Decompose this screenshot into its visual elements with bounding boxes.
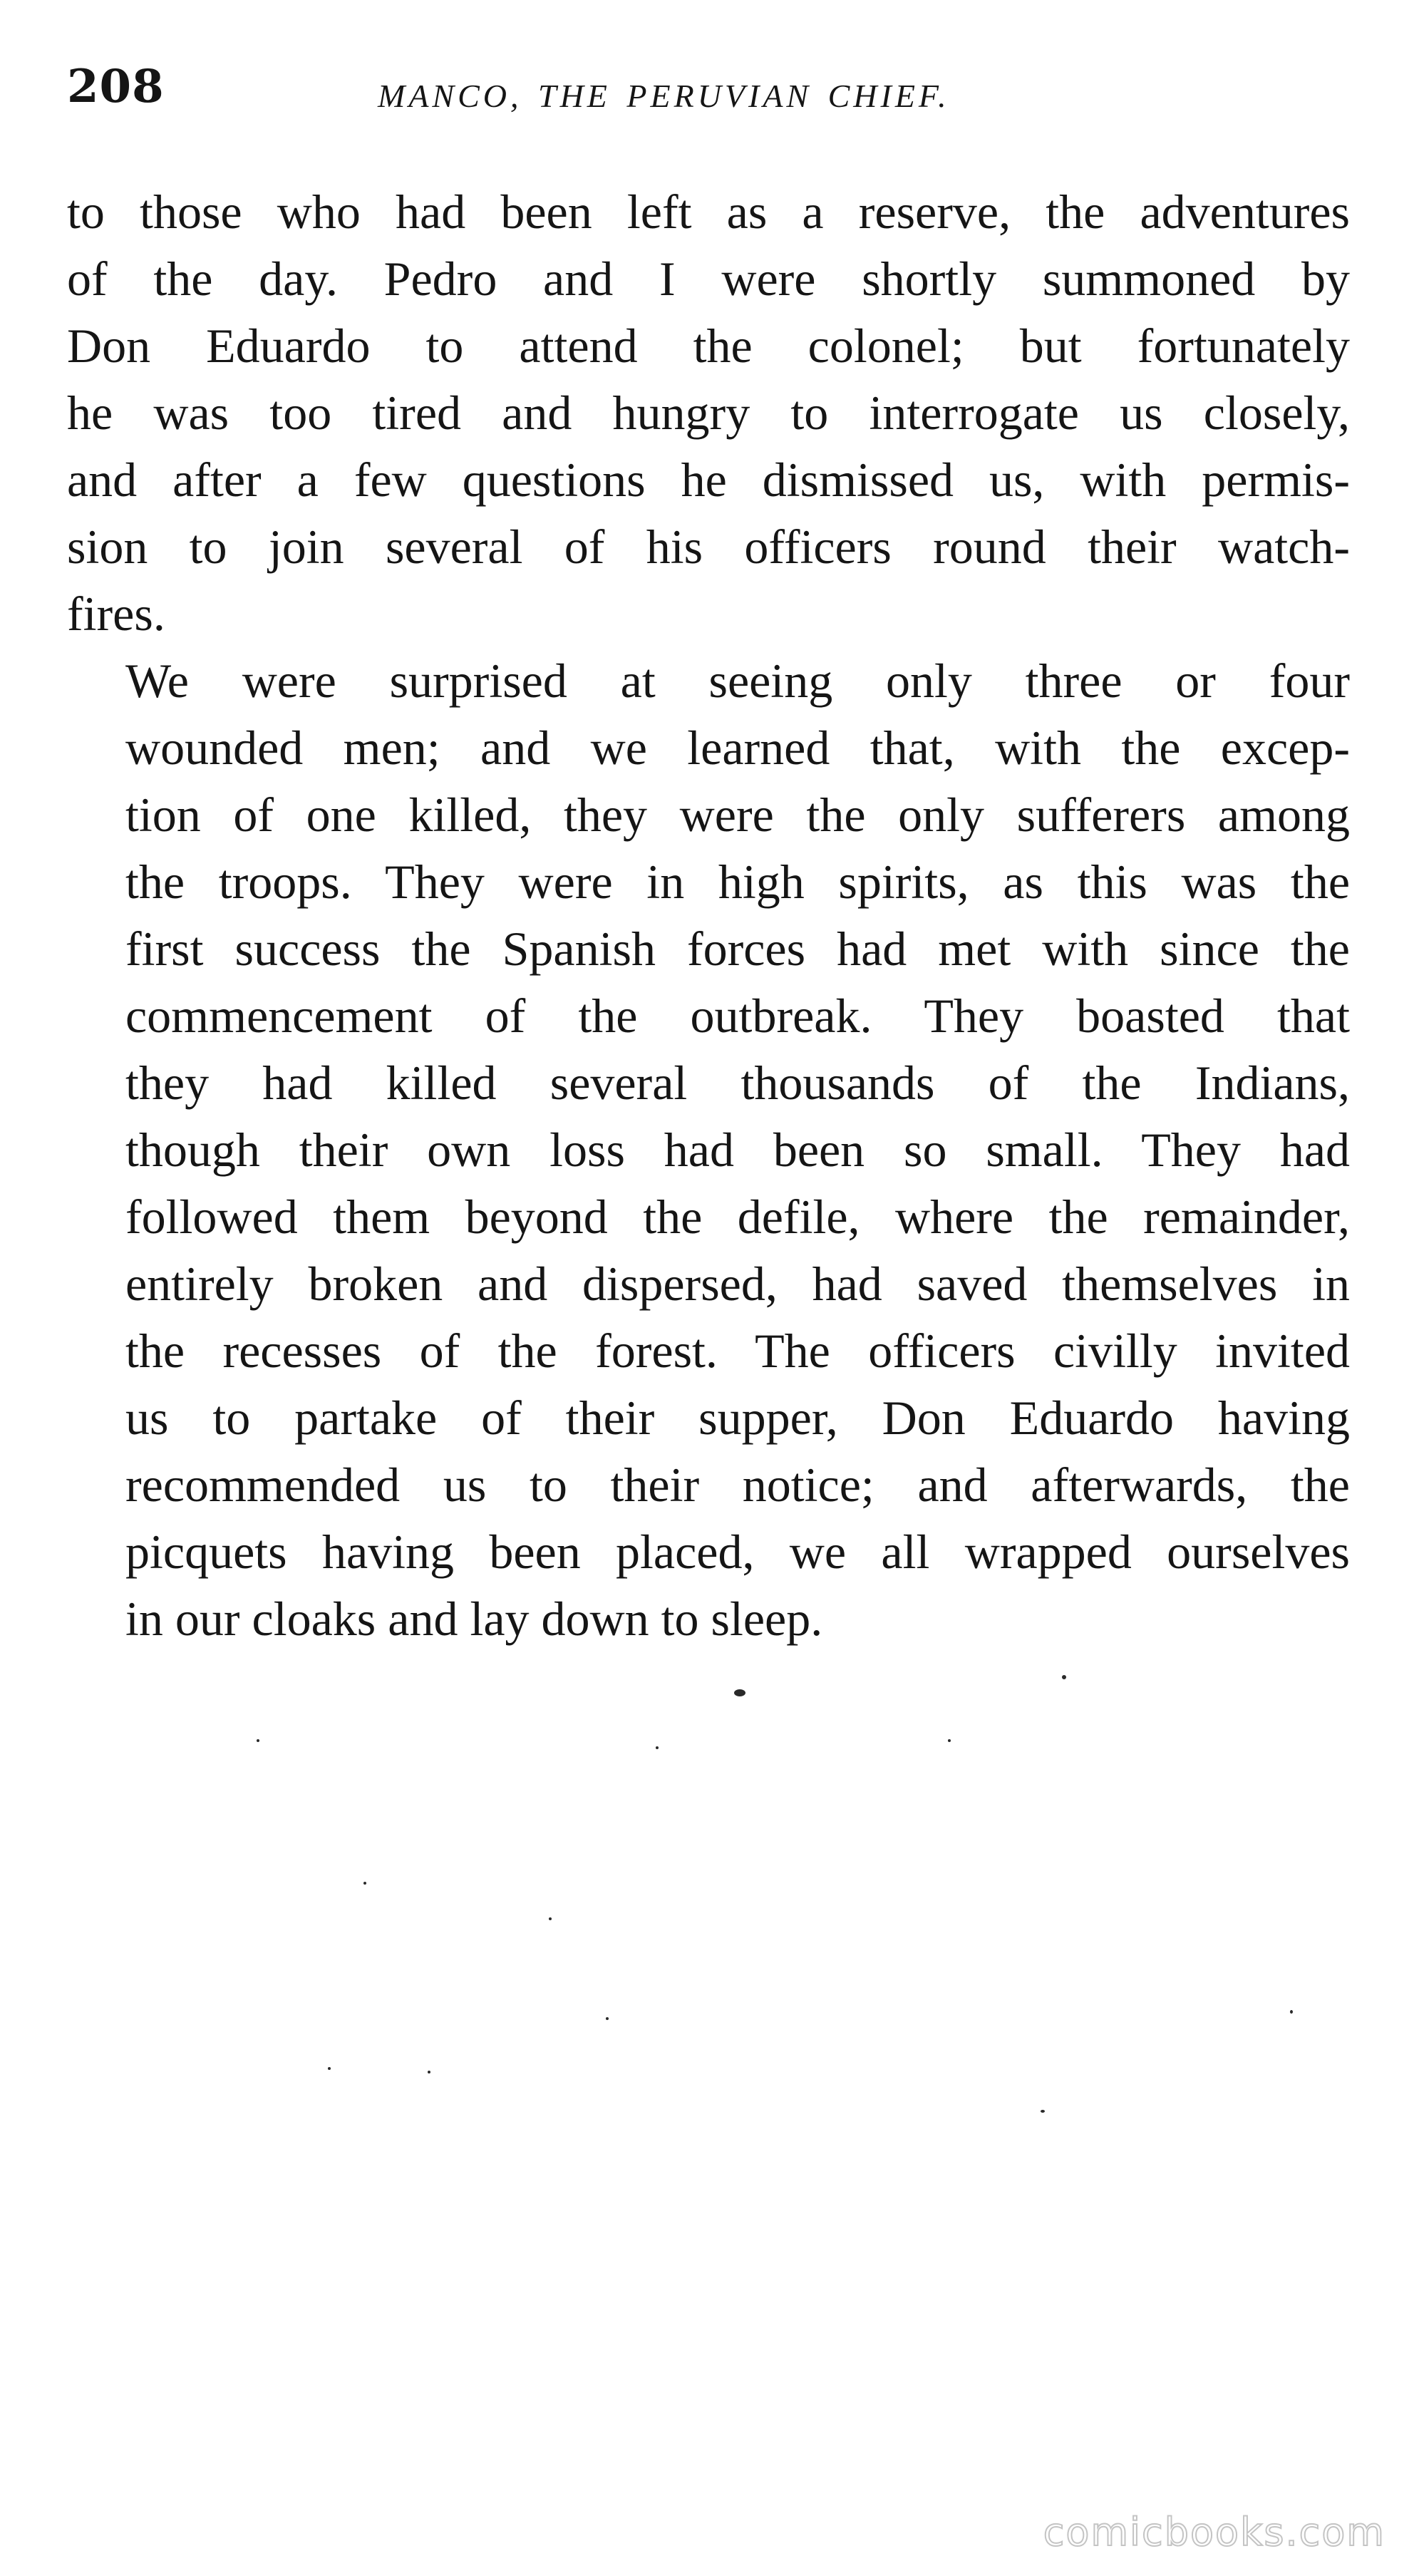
text-line: they had killed several thousands of the Indians, [125,1056,1350,1110]
page-number: 208 [67,60,165,113]
paragraph [67,647,1350,1652]
print-speck [1290,2010,1293,2014]
text-line: he was too tired and hungry to interrogate us closely, [67,386,1350,440]
text-line: Don Eduardo to attend the colonel; but fortunately [67,319,1350,373]
print-speck [257,1739,259,1742]
paragraph [67,178,1350,647]
print-speck [734,1689,745,1696]
text-line: the troops. They were in high spirits, as this was the [125,855,1350,909]
text-line: We were surprised at seeing only three or four [125,654,1350,708]
text-line: recommended us to their notice; and afterwards, the [125,1458,1350,1512]
print-speck [606,2017,609,2020]
text-line: first success the Spanish forces had met with since the [125,922,1350,976]
print-speck [1062,1675,1066,1679]
text-line: fires. [67,587,165,641]
text-line: to those who had been left as a reserve, the adventures [67,185,1350,239]
text-line: followed them beyond the defile, where the remainder, [125,1190,1350,1244]
text-line: the recesses of the forest. The officers civilly invited [125,1324,1350,1378]
print-speck [328,2067,331,2070]
text-line: tion of one killed, they were the only sufferers among [125,788,1350,842]
body-text [67,178,1350,1652]
print-speck [428,2071,430,2073]
print-speck [549,1917,552,1920]
text-line: sion to join several of his officers round their watch- [67,520,1350,574]
text-line: us to partake of their supper, Don Eduardo having [125,1391,1350,1445]
print-speck [363,1882,366,1885]
running-head: MANCO, THE PERUVIAN CHIEF. [378,78,950,114]
print-speck [656,1746,659,1749]
watermark: comicbooks.com [1043,2510,1385,2555]
text-line: entirely broken and dispersed, had saved themselves in [125,1257,1350,1311]
text-line: though their own loss had been so small. They had [125,1123,1350,1177]
text-line: wounded men; and we learned that, with the excep- [125,721,1350,775]
print-speck [948,1739,951,1742]
text-line: picquets having been placed, we all wrapped ourselves [125,1525,1350,1579]
text-line: and after a few questions he dismissed us, with permis- [67,453,1350,507]
text-line: commencement of the outbreak. They boasted that [125,989,1350,1043]
text-line: of the day. Pedro and I were shortly summoned by [67,252,1350,306]
text-line: in our cloaks and lay down to sleep. [125,1592,823,1646]
print-speck [1041,2110,1045,2113]
